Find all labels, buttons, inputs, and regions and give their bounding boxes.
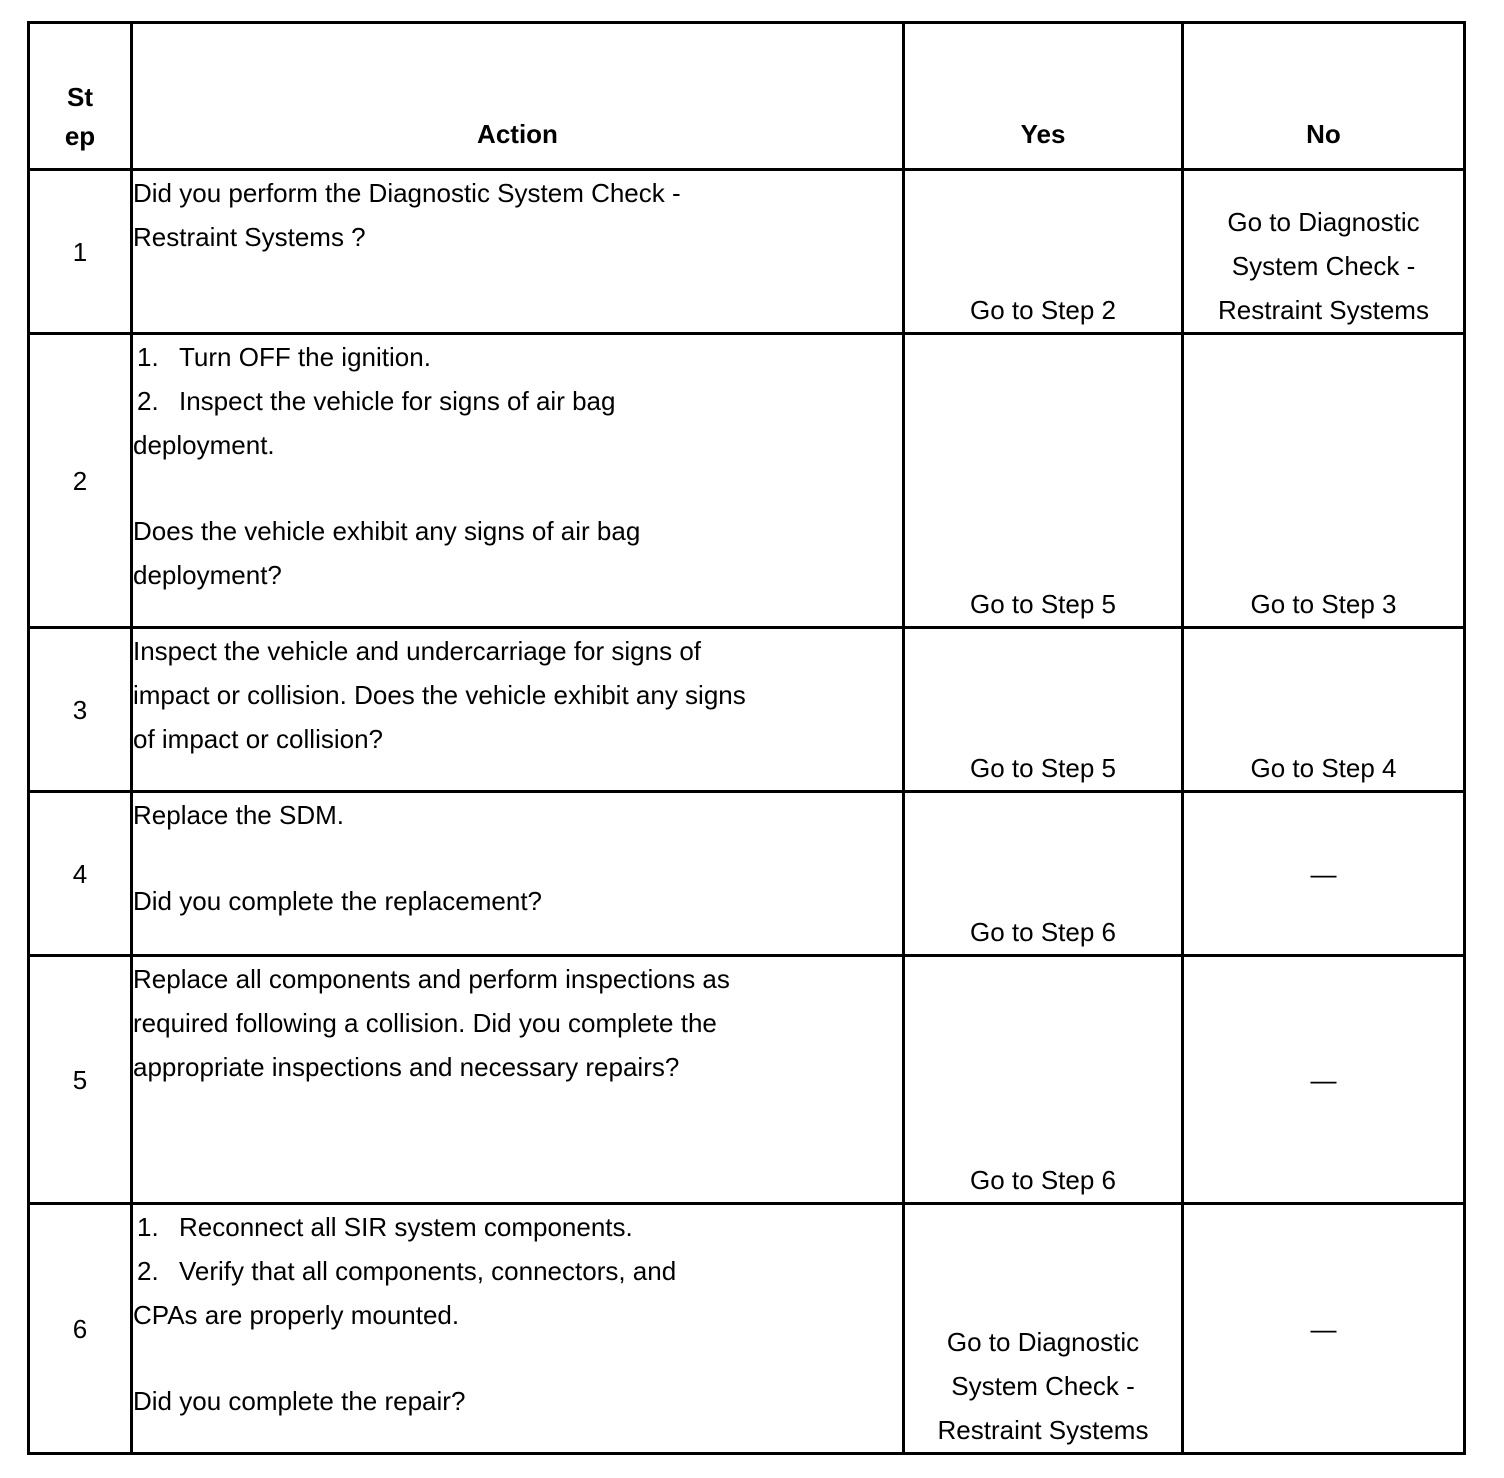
step-number: 6: [29, 1204, 132, 1454]
no-cell: [1183, 334, 1465, 628]
yes-text: System Check -: [951, 1371, 1135, 1401]
yes-cell: [904, 956, 1183, 1204]
yes-text: Go to Step 6: [970, 917, 1116, 947]
no-text: Go to Diagnostic: [1227, 207, 1420, 237]
header-row: [29, 23, 1465, 170]
table-row: [29, 1204, 1465, 1454]
action-cell: [132, 334, 904, 628]
action-question: deployment?: [133, 560, 282, 590]
yes-cell: [904, 334, 1183, 628]
action-substep: [133, 1249, 902, 1293]
yes-text: Go to Step 6: [970, 1165, 1116, 1195]
action-substep: [133, 335, 902, 379]
action-cell: [132, 1204, 904, 1454]
no-dash: —: [1310, 1313, 1337, 1344]
action-text: Did you perform the Diagnostic System Check -: [133, 178, 681, 208]
table-row: [29, 956, 1465, 1204]
no-header: No: [1183, 23, 1465, 170]
step-number: 2: [29, 334, 132, 628]
table-row: [29, 628, 1465, 792]
substep-text: Turn OFF the ignition.: [179, 342, 431, 372]
yes-text: Go to Step 2: [970, 295, 1116, 325]
table-row: [29, 334, 1465, 628]
no-cell: [1183, 1204, 1465, 1454]
yes-cell: [904, 792, 1183, 956]
action-question: Did you complete the repair?: [133, 1386, 466, 1416]
substep-number: 2.: [137, 1256, 159, 1286]
action-text: Replace the SDM.: [133, 800, 344, 830]
action-text: deployment.: [133, 430, 275, 460]
no-text: Go to Step 4: [1250, 753, 1397, 783]
action-cell: [132, 792, 904, 956]
step-number: 4: [29, 792, 132, 956]
yes-header: Yes: [904, 23, 1183, 170]
action-text: appropriate inspections and necessary repairs?: [133, 1052, 680, 1082]
action-cell: [132, 956, 904, 1204]
yes-text: Restraint Systems: [937, 1415, 1149, 1445]
yes-text: Go to Step 5: [970, 753, 1116, 783]
action-text: Replace all components and perform inspections as: [133, 964, 730, 994]
no-dash: —: [1310, 858, 1337, 889]
substep-text: Reconnect all SIR system components.: [179, 1212, 633, 1242]
no-text: Go to Step 3: [1250, 589, 1397, 619]
action-text: Restraint Systems ?: [133, 222, 366, 252]
action-text: Inspect the vehicle and undercarriage for signs of: [133, 636, 702, 666]
no-cell: [1183, 628, 1465, 792]
diagnostic-table: [27, 21, 1466, 1455]
action-text: impact or collision. Does the vehicle exhibit any signs: [133, 680, 746, 710]
no-cell: [1183, 792, 1465, 956]
step-header-line: ep: [64, 121, 96, 151]
action-header: Action: [132, 23, 904, 170]
step-number: 1: [29, 170, 132, 334]
action-question: Does the vehicle exhibit any signs of air bag: [133, 516, 641, 546]
action-substep: [133, 379, 902, 423]
yes-cell: [904, 170, 1183, 334]
action-text: CPAs are properly mounted.: [133, 1300, 460, 1330]
substep-text: Inspect the vehicle for signs of air bag: [179, 386, 616, 416]
substep-number: 2.: [137, 386, 159, 416]
yes-cell: [904, 628, 1183, 792]
action-text: of impact or collision?: [133, 724, 383, 754]
table-row: [29, 792, 1465, 956]
action-question: Did you complete the replacement?: [133, 886, 543, 916]
step-header: [29, 23, 132, 170]
no-cell: [1183, 956, 1465, 1204]
substep-number: 1.: [137, 1212, 159, 1242]
yes-text: Go to Diagnostic: [946, 1327, 1140, 1357]
no-text: System Check -: [1231, 251, 1416, 281]
table-row: [29, 170, 1465, 334]
yes-cell: [904, 1204, 1183, 1454]
substep-number: 1.: [137, 342, 159, 372]
step-number: 5: [29, 956, 132, 1204]
action-substep: [133, 1205, 902, 1249]
action-cell: [132, 170, 904, 334]
yes-text: Go to Step 5: [970, 589, 1116, 619]
action-cell: [132, 628, 904, 792]
no-text: Restraint Systems: [1218, 295, 1429, 325]
substep-text: Verify that all components, connectors, and: [179, 1256, 677, 1286]
no-cell: [1183, 170, 1465, 334]
step-header-line: St: [67, 82, 93, 112]
action-text: required following a collision. Did you complete the: [133, 1008, 717, 1038]
step-number: 3: [29, 628, 132, 792]
no-dash: —: [1310, 1064, 1337, 1095]
